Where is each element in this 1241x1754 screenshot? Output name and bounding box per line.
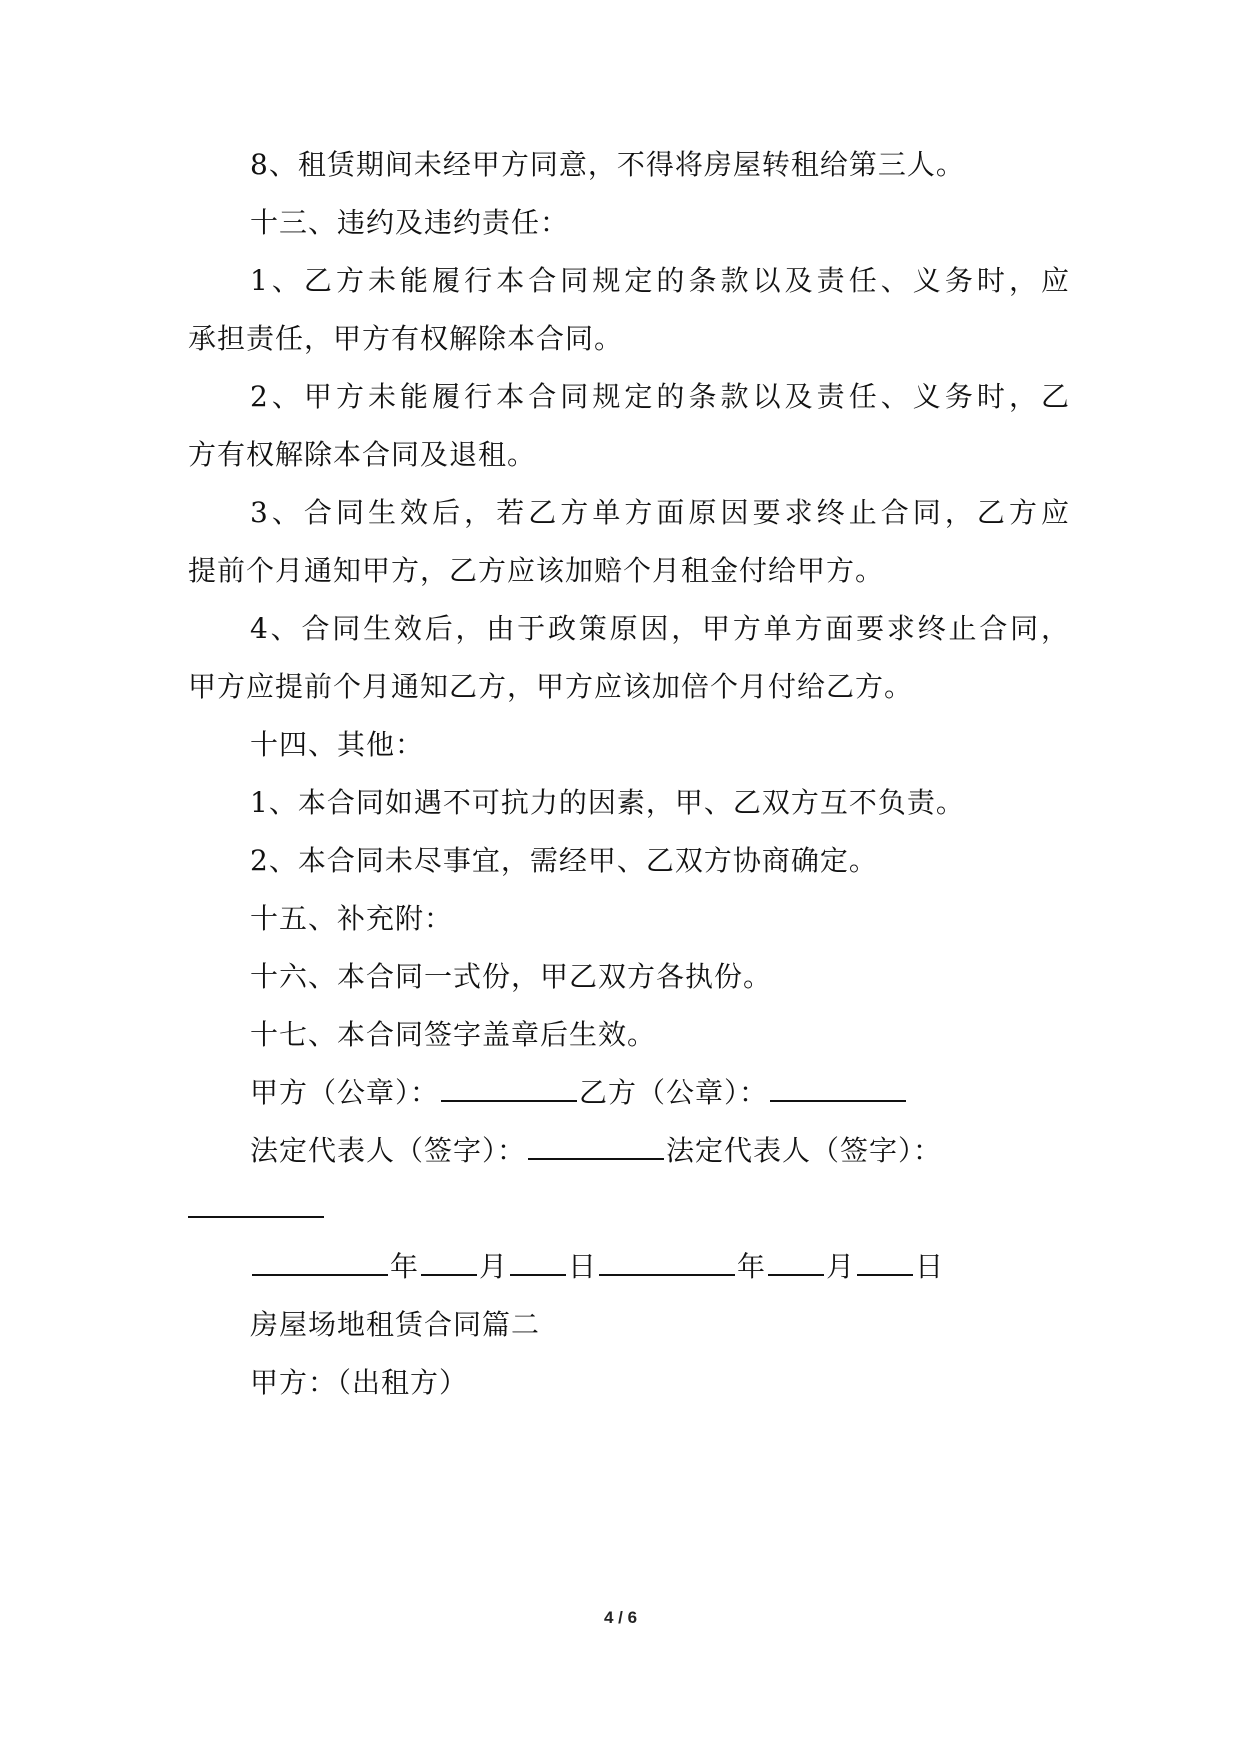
clause-13-3-line-1: 3、合同生效后，若乙方单方面原因要求终止合同，乙方应	[250, 496, 1070, 529]
page-number: 4 / 6	[603, 1608, 638, 1627]
clause-14-1: 1、本合同如遇不可抗力的因素，甲、乙双方互不负责。	[250, 786, 965, 819]
date-a-day-label: 日	[568, 1250, 598, 1283]
clause-13-1-line-1: 1、乙方未能履行本合同规定的条款以及责任、义务时，应	[250, 264, 1070, 297]
date-b-month-label: 月	[826, 1250, 856, 1283]
rep-b-blank-line	[188, 1187, 1068, 1231]
section-13-heading: 十三、违约及违约责任：	[250, 206, 570, 239]
clause-13-4-line-1: 4、合同生效后，由于政策原因，甲方单方面要求终止合同，	[250, 612, 1070, 645]
date-a-day-blank	[510, 1248, 566, 1276]
seal-signature-line	[250, 1071, 1070, 1115]
date-line	[250, 1245, 1070, 1289]
date-a-month-label: 月	[479, 1250, 509, 1283]
party-b-seal-label: 乙方（公章）：	[579, 1076, 769, 1109]
date-b-year-label: 年	[737, 1250, 767, 1283]
date-a-month-blank	[421, 1248, 477, 1276]
rep-a-label: 法定代表人（签字）：	[250, 1134, 527, 1167]
clause-13-2-line-1: 2、甲方未能履行本合同规定的条款以及责任、义务时，乙	[250, 380, 1070, 413]
clause-13-2-line-2: 方有权解除本合同及退租。	[188, 438, 537, 471]
date-a-year-label: 年	[390, 1250, 420, 1283]
rep-a-blank	[528, 1132, 664, 1160]
clause-13-4-line-2: 甲方应提前个月通知乙方，甲方应该加倍个月付给乙方。	[188, 670, 914, 703]
party-a-lessor-label: 甲方：（出租方）	[250, 1366, 469, 1399]
rep-b-label: 法定代表人（签字）：	[666, 1134, 943, 1167]
date-b-month-blank	[768, 1248, 824, 1276]
contract-part-2-title: 房屋场地租赁合同篇二	[250, 1308, 541, 1341]
date-b-year-blank	[599, 1248, 735, 1276]
section-16-copies: 十六、本合同一式份，甲乙双方各执份。	[250, 960, 773, 993]
section-14-heading: 十四、其他：	[250, 728, 425, 761]
date-a-year-blank	[252, 1248, 388, 1276]
clause-8-no-sublet: 8、租赁期间未经甲方同意，不得将房屋转租给第三人。	[250, 148, 965, 181]
party-b-seal-blank	[770, 1074, 906, 1102]
section-17-effective: 十七、本合同签字盖章后生效。	[250, 1018, 657, 1051]
legal-rep-signature-line	[250, 1129, 1070, 1173]
date-b-day-label: 日	[915, 1250, 945, 1283]
rep-b-blank	[188, 1190, 324, 1218]
clause-14-2: 2、本合同未尽事宜，需经甲、乙双方协商确定。	[250, 844, 878, 877]
clause-13-1-line-2: 承担责任，甲方有权解除本合同。	[188, 322, 624, 355]
section-15-heading: 十五、补充附：	[250, 902, 454, 935]
party-a-seal-label: 甲方（公章）：	[250, 1076, 440, 1109]
clause-13-3-line-2: 提前个月通知甲方，乙方应该加赔个月租金付给甲方。	[188, 554, 885, 587]
date-b-day-blank	[857, 1248, 913, 1276]
party-a-seal-blank	[441, 1074, 577, 1102]
